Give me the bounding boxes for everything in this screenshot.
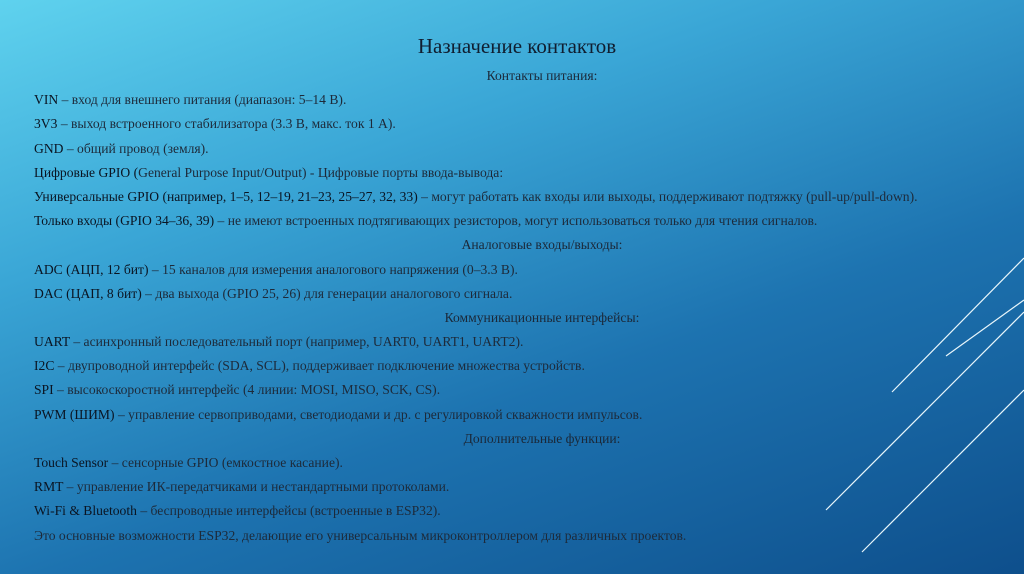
term-description: – управление сервоприводами, светодиодами и др. с регулировкой скважности импульсов. (114, 406, 643, 422)
term-description: – сенсорные GPIO (емкостное касание). (108, 455, 343, 470)
content-line (34, 354, 1014, 378)
content-line (34, 258, 1014, 282)
term-label: GND (34, 140, 64, 156)
content-line (34, 475, 1014, 499)
term-label: VIN (34, 92, 59, 108)
term-label: SPI (34, 382, 54, 398)
term-label: Только входы (GPIO 34–36, 39) (34, 213, 215, 229)
content-line (34, 161, 1014, 185)
section-heading: Коммуникационные интерфейсы: (444, 309, 640, 325)
content-line (34, 451, 1014, 475)
term-label: Цифровые GPIO ( (34, 164, 139, 180)
content-line (34, 112, 1014, 136)
term-label: Универсальные GPIO (например, 1–5, 12–19, 21–23, 25–27, 32, 33) (34, 188, 418, 204)
term-description: – 15 каналов для измерения аналогового напряжения (0–3.3 В). (148, 261, 518, 277)
term-label: DAC (ЦАП, 8 бит) (34, 285, 142, 301)
content-line (34, 282, 1014, 306)
content-line (34, 185, 1014, 209)
section-heading: Дополнительные функции: (463, 430, 621, 446)
term-label: 3V3 (34, 116, 58, 132)
content-line (34, 403, 1014, 427)
term-label: RMT (34, 479, 64, 495)
term-description: – двупроводной интерфейс (SDA, SCL), поддерживает подключение множества устройств. (54, 358, 585, 374)
content-line (34, 499, 1014, 523)
term-description: Это основные возможности ESP32, делающие его универсальным микроконтроллером для различных проектов. (34, 527, 687, 543)
content-line (34, 378, 1014, 402)
content-line (34, 330, 1014, 354)
content-line (34, 524, 1014, 548)
term-label: PWM (ШИМ) (34, 406, 115, 422)
term-description: – не имеют встроенных подтягивающих резисторов, могут использоваться только для чтения сигналов. (214, 213, 818, 229)
content-line (34, 209, 1014, 233)
term-description: – два выхода (GPIO 25, 26) для генерации аналогового сигнала. (141, 285, 513, 301)
slide-content (34, 64, 1014, 548)
content-line (34, 88, 1014, 112)
term-label: I2C (34, 358, 55, 374)
term-description: – высокоскоростной интерфейс (4 линии: MOSI, MISO, SCK, CS). (53, 382, 441, 398)
section-heading: Контакты питания: (486, 68, 598, 83)
term-description: – могут работать как входы или выходы, поддерживают подтяжку (pull-up/pull-down). (417, 188, 918, 204)
term-description: General Purpose Input/Output) - Цифровые порты ввода-вывода: (138, 164, 504, 180)
content-line (34, 137, 1014, 161)
term-description: – выход встроенного стабилизатора (3.3 В, макс. ток 1 А). (57, 116, 396, 132)
term-label: Touch Sensor (34, 455, 109, 470)
term-label: ADC (АЦП, 12 бит) (34, 261, 149, 277)
section-heading: Аналоговые входы/выходы: (461, 237, 623, 253)
term-description: – общий провод (земля). (63, 140, 209, 156)
term-description: – асинхронный последовательный порт (например, UART0, UART1, UART2). (69, 334, 524, 350)
term-description: – управление ИК-передатчиками и нестандартными протоколами. (63, 479, 450, 495)
slide-title: Назначение контактов (417, 34, 617, 58)
term-description: – вход для внешнего питания (диапазон: 5–14 В). (58, 92, 347, 108)
term-label: UART (34, 334, 70, 350)
term-label: Wi-Fi & Bluetooth (34, 503, 137, 519)
term-description: – беспроводные интерфейсы (встроенные в ESP32). (136, 503, 441, 519)
